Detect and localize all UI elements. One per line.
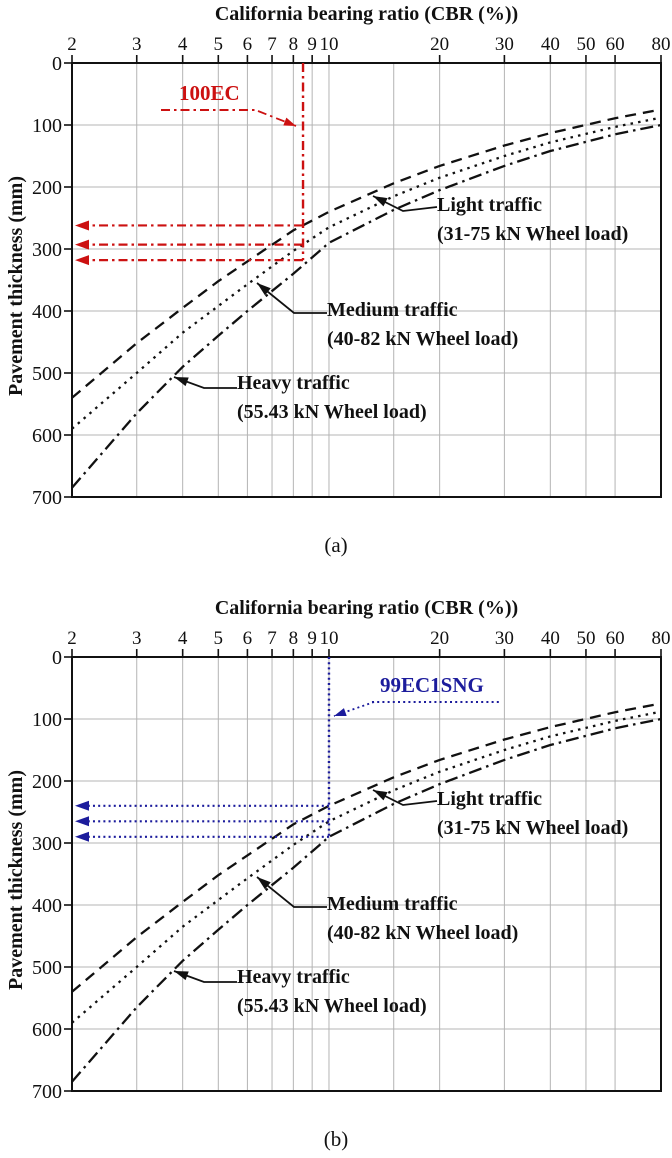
legend-light-traffic	[437, 191, 628, 249]
svg-text:500: 500	[32, 363, 62, 385]
svg-text:3: 3	[131, 34, 142, 55]
legend-light-traffic	[437, 785, 628, 843]
chart-panel-b	[0, 594, 672, 1158]
svg-text:0: 0	[52, 647, 62, 669]
legend-medium-name: Medium traffic	[327, 299, 458, 321]
legend-heavy-name: Heavy traffic	[237, 966, 350, 988]
svg-text:200: 200	[32, 177, 62, 199]
panel-caption-b: (b)	[323, 1127, 349, 1151]
legend-light-name: Light traffic	[437, 194, 542, 216]
svg-text:30: 30	[494, 628, 514, 649]
legend-medium-traffic	[327, 296, 518, 354]
svg-text:200: 200	[32, 771, 62, 793]
svg-text:7: 7	[267, 628, 277, 649]
legend-heavy-load: (55.43 kN Wheel load)	[237, 401, 427, 423]
svg-text:400: 400	[32, 895, 62, 917]
svg-text:7: 7	[267, 34, 277, 55]
legend-light-name: Light traffic	[437, 788, 542, 810]
svg-text:10: 10	[319, 34, 339, 55]
svg-text:40: 40	[540, 628, 560, 649]
svg-text:300: 300	[32, 833, 62, 855]
svg-text:80: 80	[651, 628, 671, 649]
svg-text:8: 8	[288, 34, 299, 55]
legend-heavy-load: (55.43 kN Wheel load)	[237, 995, 427, 1017]
svg-text:100: 100	[32, 115, 62, 137]
svg-text:9: 9	[307, 34, 317, 55]
legend-heavy-traffic	[237, 963, 427, 1021]
y-axis-title: Pavement thickness (mm)	[5, 770, 27, 990]
legend-light-load: (31-75 kN Wheel load)	[437, 223, 629, 245]
svg-text:4: 4	[177, 628, 188, 649]
svg-text:600: 600	[32, 425, 62, 447]
y-axis-title: Pavement thickness (mm)	[5, 176, 27, 396]
svg-text:40: 40	[540, 34, 560, 55]
svg-text:80: 80	[651, 34, 671, 55]
svg-text:600: 600	[32, 1019, 62, 1041]
svg-text:2: 2	[67, 34, 77, 55]
legend-heavy-traffic	[237, 369, 427, 427]
svg-text:20: 20	[430, 628, 450, 649]
legend-medium-traffic	[327, 890, 518, 948]
legend-medium-name: Medium traffic	[327, 893, 458, 915]
svg-text:2: 2	[67, 628, 77, 649]
svg-text:20: 20	[430, 34, 450, 55]
svg-text:60: 60	[605, 34, 625, 55]
svg-text:50: 50	[576, 628, 596, 649]
curve-light-traffic	[72, 110, 661, 398]
svg-text:400: 400	[32, 301, 62, 323]
legend-light-load: (31-75 kN Wheel load)	[437, 817, 629, 839]
svg-text:3: 3	[131, 628, 142, 649]
legend-heavy-name: Heavy traffic	[237, 372, 350, 394]
svg-text:700: 700	[32, 487, 62, 509]
curve-light-traffic	[72, 704, 661, 992]
svg-text:10: 10	[319, 628, 339, 649]
x-axis-title: California bearing ratio (CBR (%))	[214, 3, 519, 25]
svg-text:8: 8	[288, 628, 299, 649]
panel-caption-a: (a)	[324, 533, 348, 557]
annotation-label-100EC: 100EC	[179, 81, 240, 105]
svg-text:30: 30	[494, 34, 514, 55]
svg-text:0: 0	[52, 53, 62, 75]
svg-text:4: 4	[177, 34, 188, 55]
svg-text:9: 9	[307, 628, 317, 649]
svg-text:6: 6	[242, 34, 253, 55]
legend-medium-load: (40-82 kN Wheel load)	[327, 328, 519, 350]
plot-canvas-b	[0, 594, 672, 1158]
legend-medium-load: (40-82 kN Wheel load)	[327, 922, 519, 944]
svg-text:100: 100	[32, 709, 62, 731]
svg-text:700: 700	[32, 1081, 62, 1103]
svg-text:60: 60	[605, 628, 625, 649]
svg-text:300: 300	[32, 239, 62, 261]
x-axis-title: California bearing ratio (CBR (%))	[214, 597, 519, 619]
plot-group	[32, 34, 671, 509]
svg-text:5: 5	[213, 34, 224, 55]
annotation-label-99EC1SNG: 99EC1SNG	[380, 673, 484, 697]
svg-text:6: 6	[242, 628, 253, 649]
svg-text:500: 500	[32, 957, 62, 979]
svg-text:50: 50	[576, 34, 596, 55]
svg-text:5: 5	[213, 628, 224, 649]
plot-group	[32, 628, 671, 1103]
